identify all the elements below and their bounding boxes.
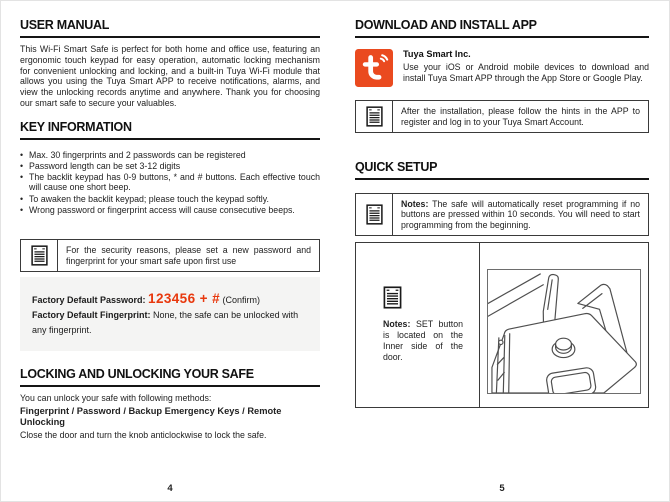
note-icon xyxy=(383,286,465,314)
install-note-text: After the installation, please follow the hints in the APP to register and log in to your Tuya Smart Account. xyxy=(401,106,640,127)
reset-note-text xyxy=(393,194,648,235)
locking-heading: LOCKING AND UNLOCKING YOUR SAFE xyxy=(20,367,320,387)
locking-intro: You can unlock your safe with following methods: xyxy=(20,392,212,403)
list-item: • Password length can be set 3-12 digits xyxy=(20,161,320,171)
factory-default-fingerprint xyxy=(32,308,308,338)
download-heading: DOWNLOAD AND INSTALL APP xyxy=(355,18,649,38)
key-information-list xyxy=(20,150,320,215)
list-item: • The backlit keypad has 0-9 buttons, * and # buttons. Each effective touch will cause one short beep. xyxy=(20,172,320,192)
reset-note-body: The safe will automatically reset programming if no buttons are pressed within 10 seconds. You will need to start programming from the beginning. xyxy=(401,198,640,231)
illustration-frame xyxy=(487,269,641,394)
brand-name: Tuya Smart Inc. xyxy=(403,49,471,59)
notes-label: Notes: xyxy=(383,318,411,329)
page-4 xyxy=(20,18,320,441)
safe-door-illustration xyxy=(488,270,640,393)
password-label: Factory Default Password: xyxy=(32,294,149,305)
reset-note-box xyxy=(355,193,649,236)
user-manual-heading: USER MANUAL xyxy=(20,18,320,38)
unlock-methods: Fingerprint / Password / Backup Emergency Keys / Remote Unlocking xyxy=(20,405,282,427)
note-icon xyxy=(21,240,58,271)
set-button-caption-cell xyxy=(356,243,480,407)
page-number: 5 xyxy=(499,483,505,494)
factory-defaults-box xyxy=(20,277,320,351)
password-value: 123456 + # xyxy=(148,290,220,306)
tuya-app-row xyxy=(355,49,649,92)
note-icon xyxy=(356,194,393,235)
factory-default-password xyxy=(32,291,308,308)
tuya-text-block xyxy=(403,49,649,92)
fingerprint-label: Factory Default Fingerprint: xyxy=(32,309,151,320)
list-item: • Max. 30 fingerprints and 2 passwords can be registered xyxy=(20,150,320,160)
set-button-illustration-cell xyxy=(480,243,648,407)
tuya-logo-icon xyxy=(355,49,393,92)
page-5 xyxy=(355,18,649,408)
user-manual-body: This Wi-Fi Smart Safe is perfect for both home and office use, featuring an ergonomic touch keypad for easy operation, automatic locking mechanism for convenient unlocking and locking, and a built-in Tuya Wi-Fi module that allows you using the Tuya Smart APP to receive notifications, alarms, and view the unlocking records anytime and anywhere. Thank you for choosing our smart safe to secure your valuables. xyxy=(20,44,320,108)
page-number: 4 xyxy=(167,483,173,494)
locking-outro: Close the door and turn the knob anticlockwise to lock the safe. xyxy=(20,429,267,440)
security-note-box xyxy=(20,239,320,272)
list-item: • Wrong password or fingerprint access will cause consecutive beeps. xyxy=(20,205,320,215)
key-information-heading: KEY INFORMATION xyxy=(20,120,320,140)
set-button-figure xyxy=(355,242,649,408)
set-button-note xyxy=(383,319,463,363)
download-body: Use your iOS or Android mobile devices to download and install Tuya Smart APP through the App Store or Google Play. xyxy=(403,62,649,83)
set-note-body: SET button is located on the Inner side of the door. xyxy=(383,318,463,362)
fingerprint-text: None, the safe can be unlocked with any fingerprint. xyxy=(32,309,299,335)
security-note-text: For the security reasons, please set a new password and fingerprint for your smart safe upon first use xyxy=(66,245,311,266)
list-item: • To awaken the backlit keypad; please touch the keypad softly. xyxy=(20,194,320,204)
quick-setup-heading: QUICK SETUP xyxy=(355,160,649,180)
note-icon xyxy=(356,101,393,132)
password-suffix: (Confirm) xyxy=(219,294,260,305)
install-note-box xyxy=(355,100,649,133)
notes-label: Notes: xyxy=(401,198,429,209)
